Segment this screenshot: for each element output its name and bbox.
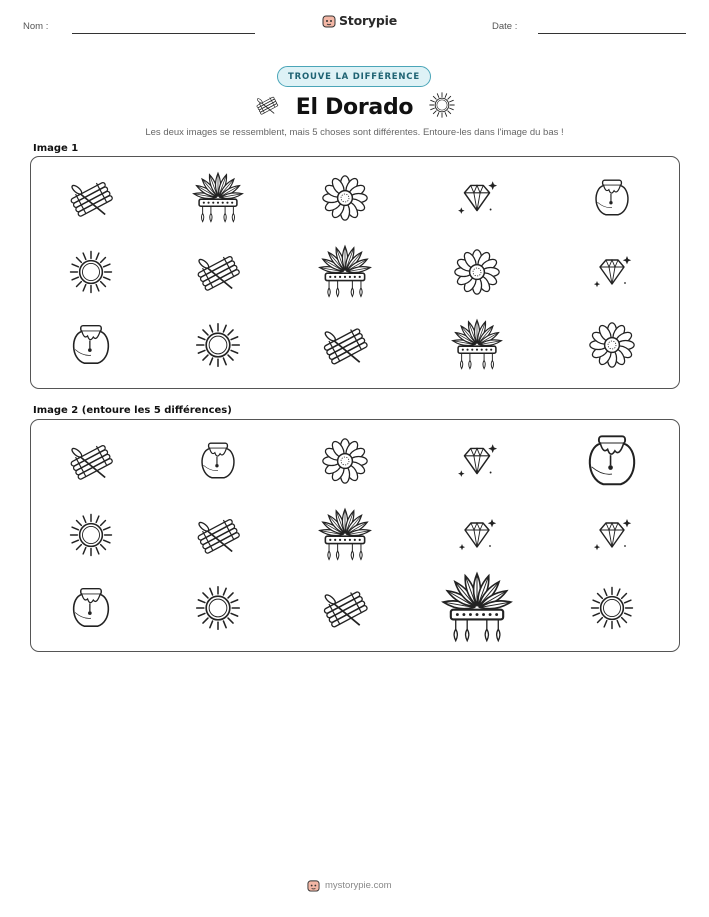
pot-icon[interactable] xyxy=(589,175,635,221)
raft-icon[interactable] xyxy=(65,172,117,224)
raft-icon xyxy=(252,93,282,121)
sun-icon[interactable] xyxy=(66,247,116,297)
pot-icon[interactable] xyxy=(66,583,116,633)
title-row xyxy=(0,89,709,125)
sun-icon[interactable] xyxy=(66,510,116,560)
storypie-mascot-icon xyxy=(307,879,320,892)
raft-icon[interactable] xyxy=(192,246,244,298)
sun-icon[interactable] xyxy=(587,583,637,633)
headdress-icon[interactable] xyxy=(318,508,372,562)
date-label: Date : xyxy=(492,21,518,32)
image1-label: Image 1 xyxy=(33,143,79,154)
image2-label: Image 2 (entoure les 5 différences) xyxy=(33,405,232,416)
sun-icon[interactable] xyxy=(192,319,244,371)
pot-icon[interactable] xyxy=(66,320,116,370)
activity-badge: TROUVE LA DIFFÉRENCE xyxy=(277,66,431,87)
headdress-icon[interactable] xyxy=(451,319,503,371)
storypie-mascot-icon xyxy=(322,14,336,28)
brand-name: Storypie xyxy=(339,13,397,28)
sun-icon[interactable] xyxy=(192,582,244,634)
image2-panel xyxy=(30,419,680,652)
raft-icon[interactable] xyxy=(318,318,372,372)
sun-icon xyxy=(427,90,457,124)
raft-icon[interactable] xyxy=(65,435,117,487)
diamond-icon[interactable] xyxy=(454,438,500,484)
flower-icon[interactable] xyxy=(587,320,637,370)
diamond-icon[interactable] xyxy=(454,175,500,221)
date-field[interactable] xyxy=(538,33,686,34)
headdress-icon[interactable] xyxy=(441,572,513,644)
pot-icon[interactable] xyxy=(195,438,241,484)
diamond-icon[interactable] xyxy=(455,513,499,557)
flower-icon[interactable] xyxy=(452,247,502,297)
diamond-icon[interactable] xyxy=(590,250,634,294)
footer xyxy=(307,879,392,892)
flower-icon[interactable] xyxy=(320,173,370,223)
pot-icon[interactable] xyxy=(580,429,644,493)
name-label: Nom : xyxy=(23,21,49,32)
raft-icon[interactable] xyxy=(192,509,244,561)
image1-panel xyxy=(30,156,680,389)
headdress-icon[interactable] xyxy=(318,245,372,299)
flower-icon[interactable] xyxy=(320,436,370,486)
brand-logo xyxy=(322,13,397,28)
page-title: El Dorado xyxy=(295,94,414,120)
raft-icon[interactable] xyxy=(318,581,372,635)
footer-url: mystorypie.com xyxy=(325,880,392,891)
instructions: Les deux images se ressemblent, mais 5 choses sont différentes. Entoure-les dans l'image du bas ! xyxy=(145,127,564,138)
name-field[interactable] xyxy=(72,33,255,34)
headdress-icon[interactable] xyxy=(192,172,244,224)
diamond-icon[interactable] xyxy=(590,513,634,557)
